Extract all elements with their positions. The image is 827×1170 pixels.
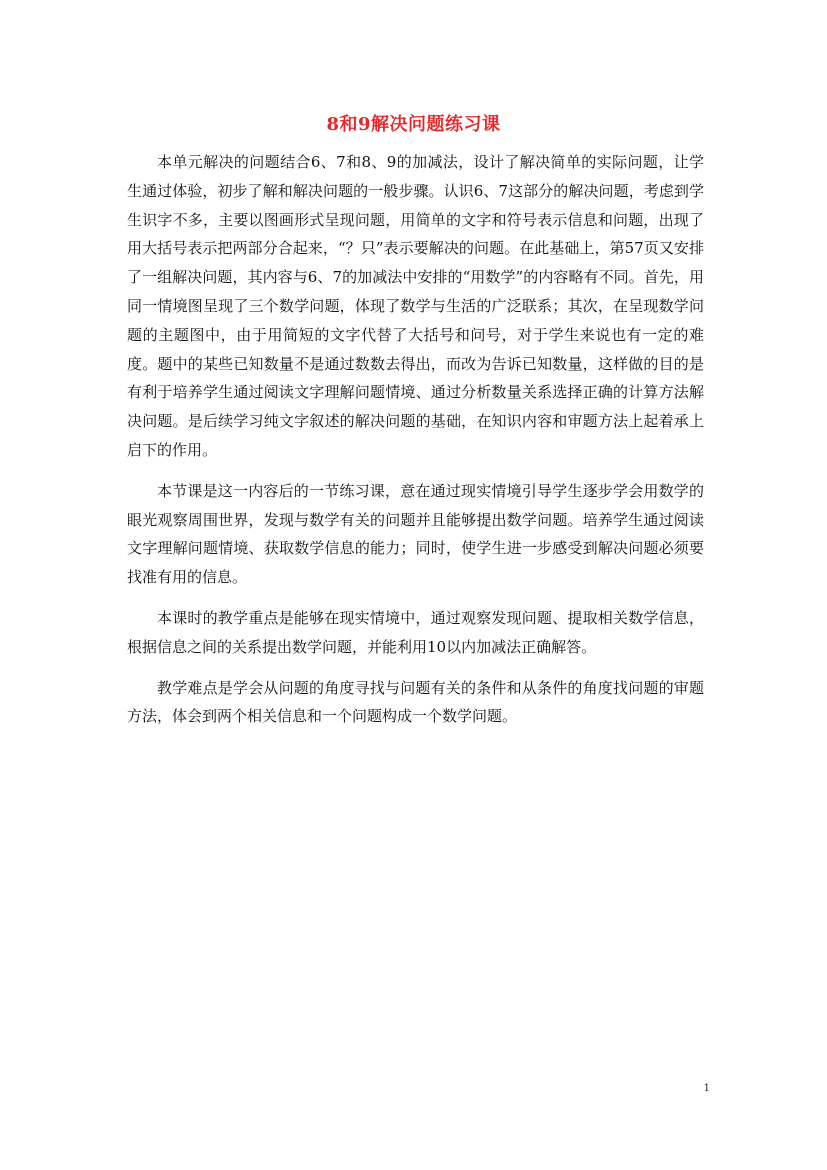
page-number: 1: [703, 1083, 710, 1094]
document-body: [127, 148, 704, 743]
paragraph-unit-overview: 本单元解决的问题结合6、7和8、9的加减法，设计了解决简单的实际问题，让学生通过体验，初步了解和解决问题的一般步骤。认识6、7这部分的解决问题，考虑到学生识字不多，主要以图画形式呈现问题，用简单的文字和符号表示信息和问题，出现了用大括号表示把两部分合起来，“？只”表示要解决的问题。在此基础上，第57页又安排了一组解决问题，其内容与6、7的加减法中安排的“用数学”的内容略有不同。首先，用同一情境图呈现了三个数学问题，体现了数学与生活的广泛联系；其次，在呈现数学问题的主题图中，由于用简短的文字代替了大括号和问号，对于学生来说也有一定的难度。题中的某些已知数量不是通过数数去得出，而改为告诉已知数量，这样做的目的是有利于培养学生通过阅读文字理解问题情境、通过分析数量关系选择正确的计算方法解决问题。是后续学习纯文字叙述的解决问题的基础，在知识内容和审题方法上起着承上启下的作用。: [127, 153, 704, 459]
paragraph-teaching-difficulty: 教学难点是学会从问题的角度寻找与问题有关的条件和从条件的角度找问题的审题方法，体会到两个相关信息和一个问题构成一个数学问题。: [127, 678, 704, 726]
paragraph-lesson-purpose: 本节课是这一内容后的一节练习课，意在通过现实情境引导学生逐步学会用数学的眼光观察周围世界，发现与数学有关的问题并且能够提出数学问题。培养学生通过阅读文字理解问题情境、获取数学信息的能力；同时，使学生进一步感受到解决问题必须要找准有用的信息。: [127, 481, 704, 587]
document-title: 8和9解决问题练习课: [326, 114, 501, 135]
paragraph-teaching-focus: 本课时的教学重点是能够在现实情境中，通过观察发现问题、提取相关数学信息，根据信息之间的关系提出数学问题，并能利用10以内加减法正确解答。: [127, 608, 704, 656]
